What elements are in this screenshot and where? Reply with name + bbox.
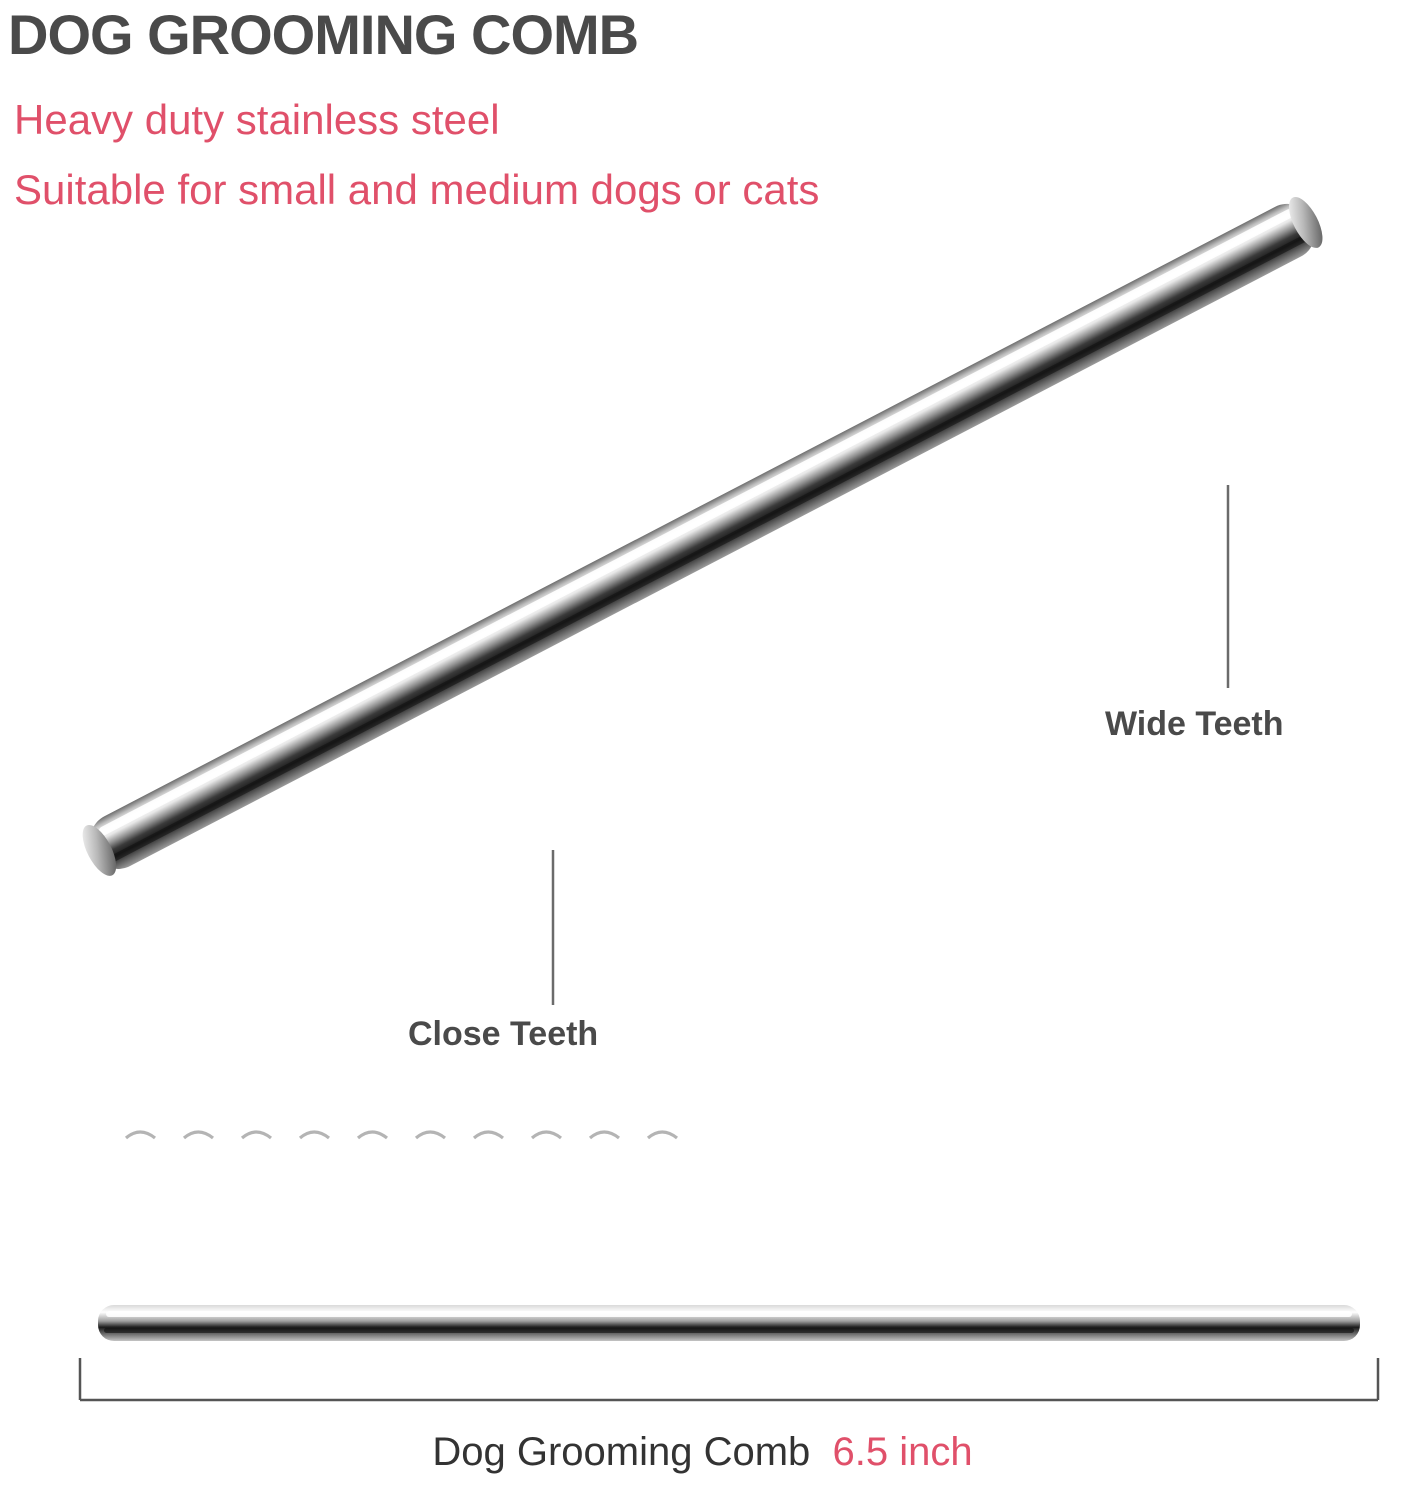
- page-title: DOG GROOMING COMB: [8, 3, 639, 66]
- subtitle-suitability: Suitable for small and medium dogs or cats: [14, 166, 820, 213]
- measurement-bracket: [80, 1358, 1378, 1400]
- side-comb-illustration: [0, 1100, 1405, 1420]
- caption-product-name: Dog Grooming Comb: [432, 1430, 811, 1474]
- caption-size: 6.5 inch: [832, 1430, 973, 1474]
- callout-wide-teeth: Wide Teeth: [1105, 705, 1284, 743]
- side-handle-bar: [98, 1305, 1360, 1341]
- callout-close-teeth: Close Teeth: [408, 1015, 599, 1053]
- product-caption: [0, 1430, 1405, 1475]
- subtitle-material: Heavy duty stainless steel: [14, 96, 500, 143]
- angled-comb-illustration: [0, 150, 1405, 1100]
